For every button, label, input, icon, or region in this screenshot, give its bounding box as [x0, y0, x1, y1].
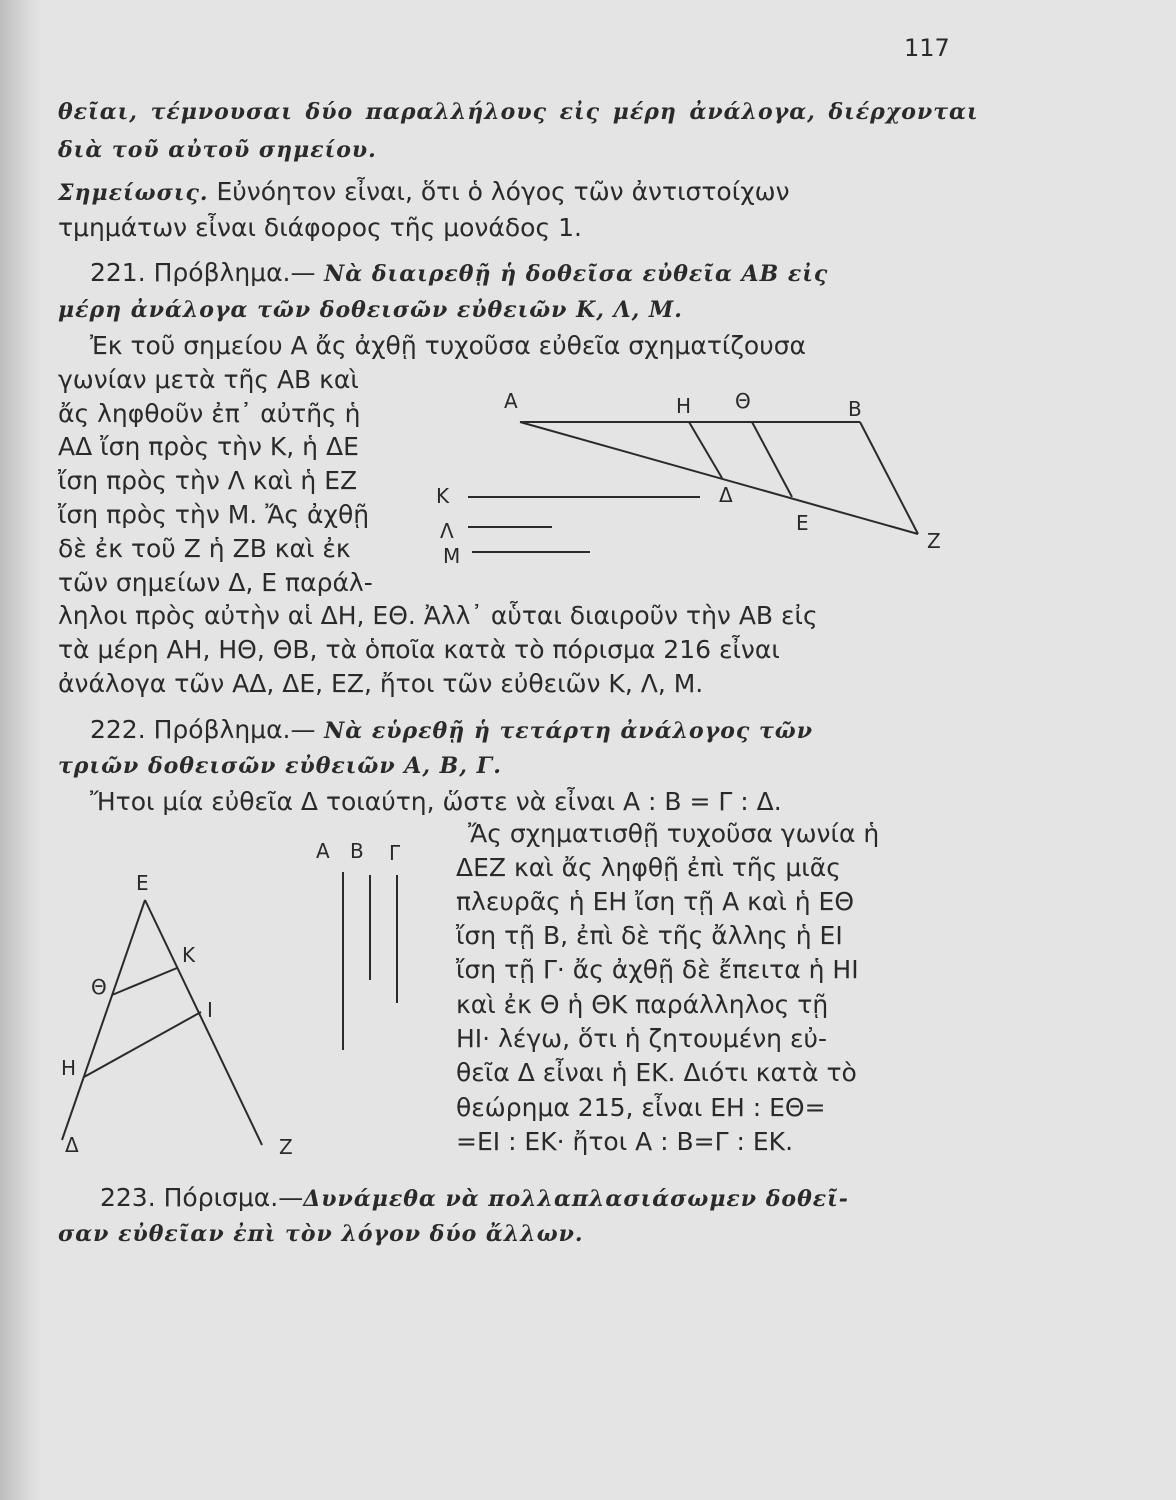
label-Th: Θ: [91, 975, 107, 999]
label-L: Λ: [440, 519, 454, 543]
problem-222-right-3: ἴση τῇ Β, ἐπὶ δὲ τῆς ἄλλης ἡ ΕΙ: [456, 921, 843, 950]
note-text-1: Εὐνόητον εἶναι, ὅτι ὁ λόγος τῶν ἀντιστοίχων: [208, 177, 790, 206]
label-Z: Ζ: [279, 1135, 293, 1159]
label-Th: Θ: [735, 389, 751, 413]
problem-222-right-8: θεώρημα 215, εἶναι ΕΗ : ΕΘ=: [456, 1093, 826, 1122]
segment-ED: [62, 900, 145, 1140]
problem-221-narrow-3: ἴση πρὸς τὴν Λ καὶ ἡ ΕΖ: [58, 466, 358, 495]
corollary-223-heading-line: [100, 1182, 849, 1215]
label-Z: Ζ: [927, 529, 941, 553]
label-A: Α: [316, 839, 330, 863]
problem-222-right-4: ἴση τῇ Γ· ἄς ἀχθῇ δὲ ἔπειτα ἡ ΗΙ: [456, 955, 859, 984]
problem-222-right-2: πλευρᾶς ἡ ΕΗ ἴση τῇ Α καὶ ἡ ΕΘ: [456, 887, 854, 916]
corollary-223-heading: 223. Πόρισμα.—: [100, 1183, 304, 1212]
segment-ThK: [112, 968, 177, 995]
label-B: Β: [350, 839, 364, 863]
segment-HI: [84, 1012, 201, 1077]
problem-221-narrow-4: ἴση πρὸς τὴν Μ. Ἄς ἀχθῇ: [58, 500, 370, 529]
problem-222-right-7: θεῖα Δ εἶναι ἡ ΕΚ. Διότι κατὰ τὸ: [456, 1058, 857, 1087]
problem-222-body-full: Ἤτοι μία εὐθεῖα Δ τοιαύτη, ὥστε νὰ εἶναι Α : Β = Γ : Δ.: [90, 787, 782, 816]
label-K: Κ: [182, 943, 196, 967]
problem-221-body-0: Ἐκ τοῦ σημείου Α ἄς ἀχθῇ τυχοῦσα εὐθεῖα σχηματίζουσα: [90, 331, 807, 360]
corollary-223-title-2: σαν εὐθεῖαν ἐπὶ τὸν λόγον δύο ἄλλων.: [58, 1221, 584, 1247]
label-A: Α: [504, 389, 518, 413]
problem-221-title-1: Νὰ διαιρεθῇ ἡ δοθεῖσα εὐθεῖα ΑΒ εἰς: [315, 261, 829, 287]
label-D: Δ: [719, 483, 733, 507]
label-D: Δ: [65, 1133, 79, 1157]
problem-222-right-9: =ΕΙ : ΕΚ· ἤτοι Α : Β=Γ : ΕΚ.: [456, 1127, 794, 1156]
label-K: Κ: [436, 484, 450, 508]
note-label: Σημείωσις.: [58, 180, 209, 206]
label-H: Η: [676, 394, 692, 418]
problem-221-narrow-5: δὲ ἐκ τοῦ Ζ ἡ ΖΒ καὶ ἐκ: [58, 534, 351, 563]
segment-EZ: [145, 900, 262, 1145]
page-number: 117: [904, 34, 950, 62]
problem-222-title-1: Νὰ εὑρεθῇ ἡ τετάρτη ἀνάλογος τῶν: [315, 718, 813, 744]
problem-222-heading: 222. Πρόβλημα.—: [90, 715, 316, 744]
label-H: Η: [61, 1056, 77, 1080]
label-I: Ι: [207, 998, 213, 1022]
problem-221-end-2: ἀνάλογα τῶν ΑΔ, ΔΕ, ΕΖ, ἤτοι τῶν εὐθειῶν Κ, Λ, Μ.: [58, 669, 704, 698]
intro-line-2: διὰ τοῦ αὐτοῦ σημείου.: [58, 137, 377, 163]
intro-line-1: θεῖαι, τέμνουσαι δύο παραλλήλους εἰς μέρη ἀνάλογα, διέρχονται: [58, 99, 979, 125]
problem-221-end-0: ληλοι πρὸς αὐτὴν αἱ ΔΗ, ΕΘ. Ἀλλ᾽ αὗται διαιροῦν τὴν ΑΒ εἰς: [58, 601, 818, 630]
problem-221-narrow-2: ΑΔ ἴση πρὸς τὴν Κ, ἡ ΔΕ: [58, 432, 359, 461]
label-B: Β: [848, 397, 862, 421]
problem-221-title-2: μέρη ἀνάλογα τῶν δοθεισῶν εὐθειῶν Κ, Λ, Μ.: [58, 297, 683, 323]
problem-222-right-1: ΔΕΖ καὶ ἄς ληφθῇ ἐπὶ τῆς μιᾶς: [456, 853, 841, 882]
problem-222-right-5: καὶ ἐκ Θ ἡ ΘΚ παράλληλος τῇ: [456, 990, 829, 1019]
label-M: Μ: [443, 544, 461, 568]
label-E: Ε: [796, 511, 809, 535]
problem-221-narrow-0: γωνίαν μετὰ τῆς ΑΒ καὶ: [58, 365, 359, 394]
problem-222-title-2: τριῶν δοθεισῶν εὐθειῶν Α, Β, Γ.: [58, 753, 502, 779]
problem-222-right-6: ΗΙ· λέγω, ὅτι ἡ ζητουμένη εὐ-: [456, 1024, 827, 1053]
note-line-2: τμημάτων εἶναι διάφορος τῆς μονάδος 1.: [58, 213, 582, 242]
problem-221-narrow-6: τῶν σημείων Δ, Ε παράλ-: [58, 568, 373, 597]
problem-221-heading: 221. Πρόβλημα.—: [90, 258, 316, 287]
problem-221-end-1: τὰ μέρη ΑΗ, ΗΘ, ΘΒ, τὰ ὁποῖα κατὰ τὸ πόρισμα 216 εἶναι: [58, 635, 780, 664]
label-G: Γ: [389, 841, 401, 865]
problem-222-right-0: Ἄς σχηματισθῇ τυχοῦσα γωνία ἡ: [468, 819, 880, 848]
problem-221-narrow-1: ἄς ληφθοῦν ἐπ᾽ αὐτῆς ἡ: [58, 399, 361, 428]
corollary-223-title-1: Δυνάμεθα νὰ πολλαπλασιάσωμεν δοθεῖ-: [303, 1186, 849, 1212]
label-E: Ε: [136, 871, 149, 895]
